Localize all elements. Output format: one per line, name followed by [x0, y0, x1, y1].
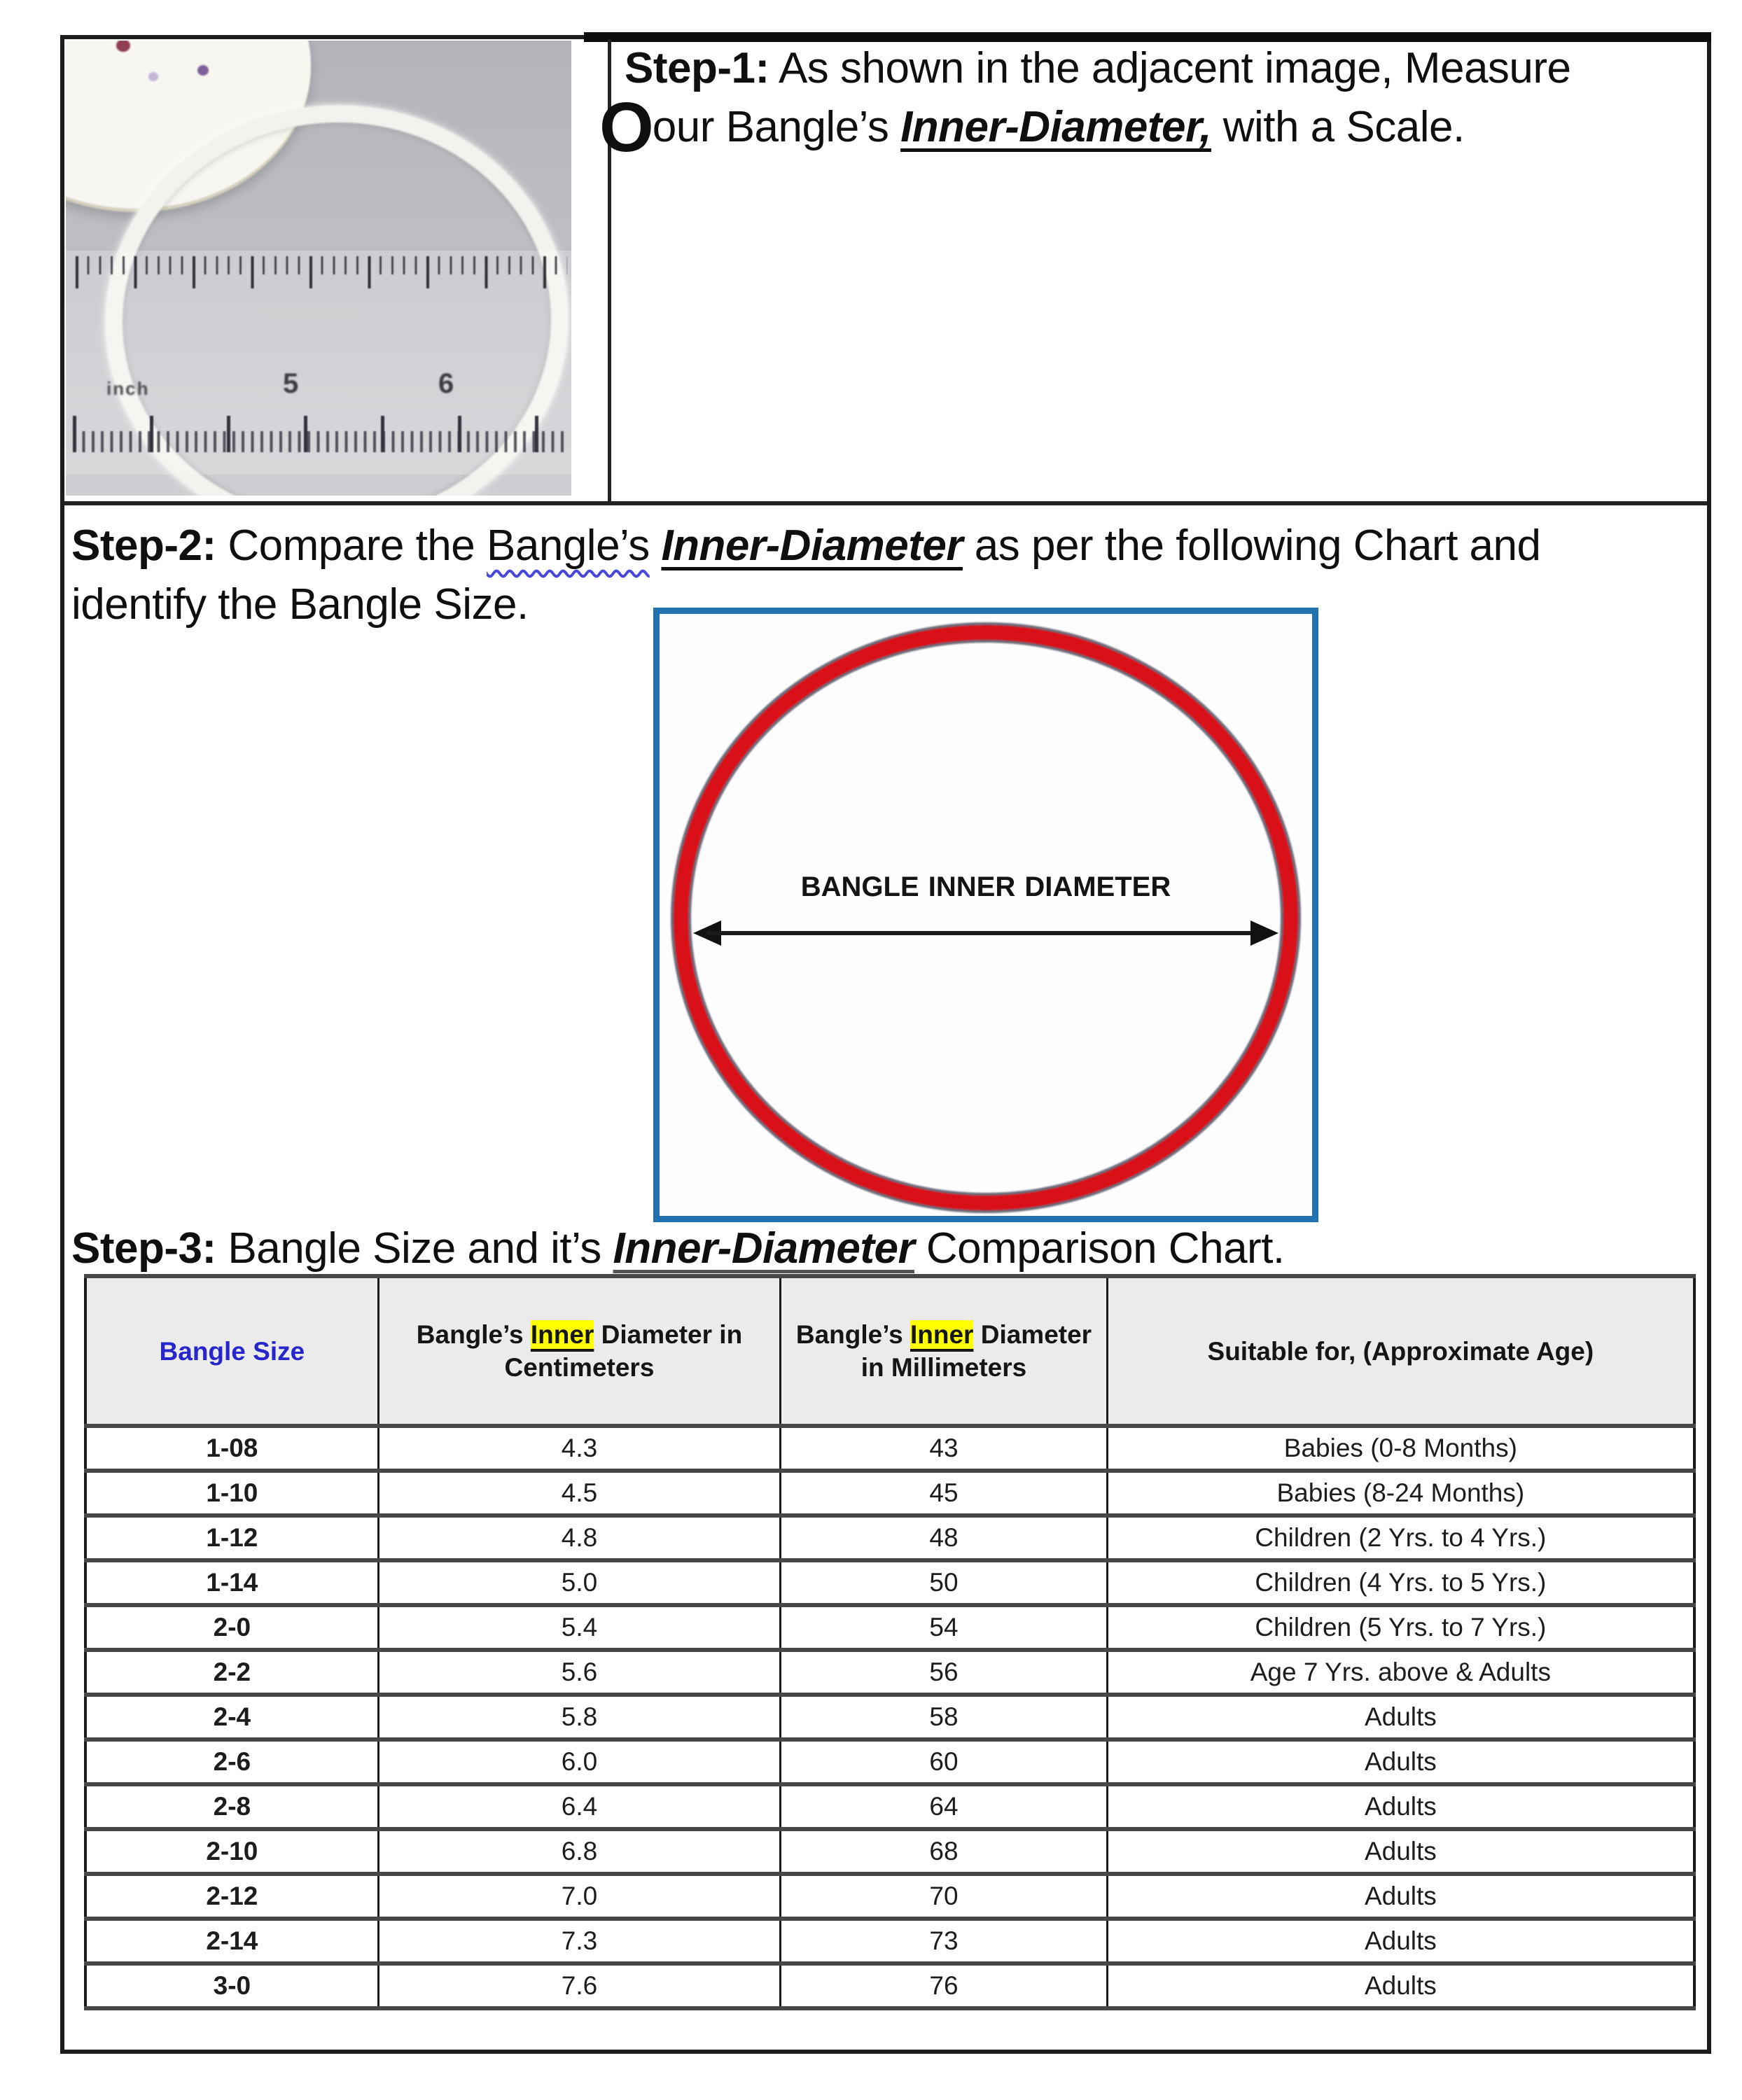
arrowhead-right	[1250, 920, 1278, 946]
flower-dot	[148, 72, 158, 81]
cell-bangle-size: 1-14	[85, 1560, 378, 1605]
cell-diameter-cm: 4.5	[378, 1471, 781, 1516]
cell-diameter-cm: 5.4	[378, 1605, 781, 1650]
table-header-row	[85, 1276, 1694, 1426]
cell-suitable-for: Children (5 Yrs. to 7 Yrs.)	[1107, 1605, 1694, 1650]
arrow-shaft	[707, 931, 1264, 935]
cell-diameter-cm: 6.0	[378, 1740, 781, 1784]
size-comparison-table	[84, 1274, 1696, 2010]
table-row	[85, 1426, 1694, 1471]
cell-diameter-mm: 43	[781, 1426, 1107, 1471]
cell-bangle-size: 2-10	[85, 1829, 378, 1874]
cell-suitable-for: Adults	[1107, 1829, 1694, 1874]
ruler-number: 5	[283, 368, 299, 399]
ruler-number: 6	[438, 368, 454, 399]
step-2-label: Step-2:	[71, 522, 216, 570]
bangle-measurement-photo	[66, 41, 571, 496]
step-3-label: Step-3:	[71, 1224, 216, 1273]
table-row	[85, 1829, 1694, 1874]
inner-diameter-emphasis: Inner-Diameter	[613, 1224, 915, 1273]
highlighted-inner-word: Inner	[530, 1320, 594, 1349]
cell-diameter-cm: 7.0	[378, 1874, 781, 1919]
cell-diameter-mm: 48	[781, 1516, 1107, 1560]
col-header-diameter-mm: Bangle’s Inner Diameter in Millimeters	[781, 1276, 1107, 1426]
cell-diameter-mm: 64	[781, 1784, 1107, 1829]
section-divider	[64, 501, 1707, 505]
cell-diameter-cm: 5.8	[378, 1695, 781, 1740]
cell-diameter-cm: 7.6	[378, 1963, 781, 2008]
cell-bangle-size: 1-12	[85, 1516, 378, 1560]
cell-suitable-for: Adults	[1107, 1740, 1694, 1784]
table-row	[85, 1919, 1694, 1963]
table-row	[85, 1560, 1694, 1605]
cell-diameter-cm: 4.3	[378, 1426, 781, 1471]
cell-diameter-mm: 68	[781, 1829, 1107, 1874]
cell-suitable-for: Adults	[1107, 1919, 1694, 1963]
cell-suitable-for: Children (4 Yrs. to 5 Yrs.)	[1107, 1560, 1694, 1605]
table-row	[85, 1963, 1694, 2008]
step-2-line-1: Step-2: Compare the Bangle’s Inner-Diameter as per the following Chart and	[71, 522, 1541, 570]
inner-diameter-emphasis: Inner-Diameter	[661, 522, 963, 570]
cell-suitable-for: Adults	[1107, 1963, 1694, 2008]
cell-diameter-cm: 6.8	[378, 1829, 781, 1874]
flower-dot	[116, 41, 130, 52]
cell-suitable-for: Adults	[1107, 1874, 1694, 1919]
table-row	[85, 1784, 1694, 1829]
spellcheck-wavy-word: Bangle’s	[487, 522, 650, 570]
table-row	[85, 1516, 1694, 1560]
cell-diameter-cm: 5.0	[378, 1560, 781, 1605]
cell-diameter-cm: 5.6	[378, 1650, 781, 1695]
double-headed-arrow	[693, 920, 1278, 946]
bangle-circle	[674, 625, 1298, 1210]
cell-diameter-mm: 70	[781, 1874, 1107, 1919]
step-1-heading	[599, 39, 1700, 167]
cell-suitable-for: Adults	[1107, 1784, 1694, 1829]
cell-diameter-mm: 54	[781, 1605, 1107, 1650]
cell-diameter-cm: 4.8	[378, 1516, 781, 1560]
cell-diameter-cm: 6.4	[378, 1784, 781, 1829]
ruler-inch-row	[66, 368, 571, 410]
col-header-bangle-size: Bangle Size	[85, 1276, 378, 1426]
cell-diameter-mm: 60	[781, 1740, 1107, 1784]
cell-bangle-size: 3-0	[85, 1963, 378, 2008]
cell-diameter-mm: 56	[781, 1650, 1107, 1695]
step-2-line-2: identify the Bangle Size.	[71, 580, 529, 629]
cell-bangle-size: 2-4	[85, 1695, 378, 1740]
cell-suitable-for: Adults	[1107, 1695, 1694, 1740]
cell-bangle-size: 2-12	[85, 1874, 378, 1919]
content-frame	[60, 35, 1711, 2054]
step-3-heading: Step-3: Bangle Size and it’s Inner-Diameter Comparison Chart.	[71, 1224, 1285, 1273]
table-header	[85, 1276, 1694, 1426]
cell-suitable-for: Age 7 Yrs. above & Adults	[1107, 1650, 1694, 1695]
cell-bangle-size: 2-0	[85, 1605, 378, 1650]
highlighted-inner-word: Inner	[910, 1320, 974, 1349]
table-body	[85, 1426, 1694, 2008]
cell-diameter-mm: 73	[781, 1919, 1107, 1963]
cell-diameter-mm: 58	[781, 1695, 1107, 1740]
cell-bangle-size: 2-2	[85, 1650, 378, 1695]
cell-suitable-for: Children (2 Yrs. to 4 Yrs.)	[1107, 1516, 1694, 1560]
diagram-label: BANGLE INNER DIAMETER	[800, 872, 1171, 902]
cell-diameter-cm: 7.3	[378, 1919, 781, 1963]
flower-dot	[197, 65, 209, 76]
col-header-suitable-for: Suitable for, (Approximate Age)	[1107, 1276, 1694, 1426]
table-row	[85, 1605, 1694, 1650]
col-header-diameter-cm: Bangle’s Inner Diameter in Centimeters	[378, 1276, 781, 1426]
cell-bangle-size: 2-8	[85, 1784, 378, 1829]
cell-bangle-size: 1-10	[85, 1471, 378, 1516]
step-1-line-2: Oour Bangle’s Inner-Diameter, with a Scale.	[599, 88, 1465, 167]
cell-diameter-mm: 50	[781, 1560, 1107, 1605]
ruler-inch-label: inch	[106, 378, 150, 399]
ruler	[66, 251, 571, 475]
cell-bangle-size: 2-6	[85, 1740, 378, 1784]
cell-diameter-mm: 76	[781, 1963, 1107, 2008]
letter-o-glyph: O	[599, 88, 653, 167]
cell-bangle-size: 1-08	[85, 1426, 378, 1471]
table-row	[85, 1740, 1694, 1784]
cell-suitable-for: Babies (8-24 Months)	[1107, 1471, 1694, 1516]
step-1-label: Step-1:	[625, 44, 769, 92]
cell-diameter-mm: 45	[781, 1471, 1107, 1516]
table-row	[85, 1471, 1694, 1516]
table-row	[85, 1695, 1694, 1740]
table-row	[85, 1650, 1694, 1695]
cell-suitable-for: Babies (0-8 Months)	[1107, 1426, 1694, 1471]
table-row	[85, 1874, 1694, 1919]
inner-diameter-diagram	[653, 608, 1318, 1222]
ruler-cm-ticks	[76, 256, 567, 288]
inner-diameter-emphasis: Inner-Diameter,	[900, 103, 1211, 151]
cell-bangle-size: 2-14	[85, 1919, 378, 1963]
step-1-line-1: Step-1: As shown in the adjacent image, Measure	[625, 44, 1571, 92]
ruler-inch-ticks	[73, 416, 569, 452]
